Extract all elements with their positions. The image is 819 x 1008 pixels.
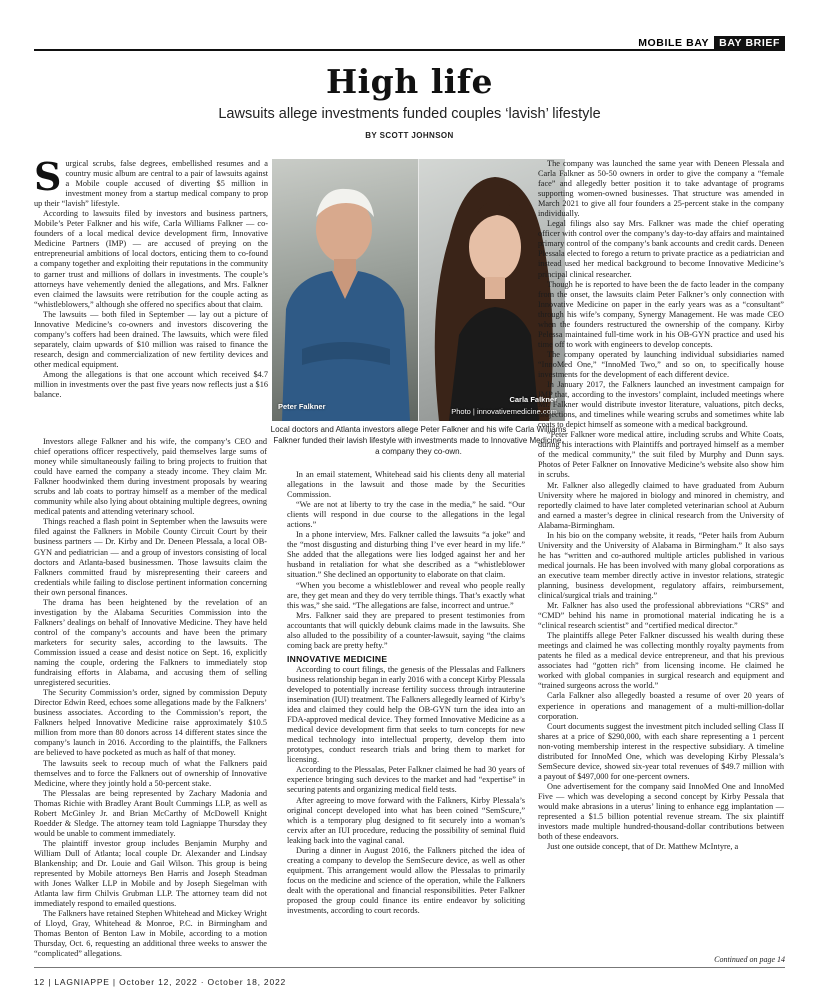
paragraph: Just one outside concept, that of Dr. Matthew McIntyre, a xyxy=(547,842,739,852)
photo-caption: Local doctors and Atlanta investors allege Peter Falkner and his wife Carla Williams Falkner funded their lavish lifestyle with investments made to Innovative Medicine, a company they co-own. xyxy=(270,425,567,456)
paragraph: Things reached a flash point in September when the lawsuits were filed against the Falkners in Mobile County Circuit Court by their business partners — Dr. Kirby and Dr. Deneen Plessala, a local OB-GYN and pediatrician — and a group of investors consisting of local doctors and Atlanta-based businessmen. Those lawsuits claim the Falkners committed fraud by misrepresenting their careers and credentials while failing to disclose pertinent information concerning their own personal finances. xyxy=(34,517,267,597)
top-rule xyxy=(34,49,785,51)
paragraph: In January 2017, the Falkners launched an investment campaign for IMP that, according to the investors’ complaint, included meetings where Mr. Falkner would distribute investor literature, valuations, pitch decks, projections, and timelines while wearing scrubs and sometimes white lab coats to depict himself as someone with a medical background. xyxy=(538,380,784,430)
section-subheading: INNOVATIVE MEDICINE xyxy=(287,653,388,664)
paragraph: According to court filings, the genesis of the Plessalas and Falkners business relationship began in early 2016 with a concept Kirby Plessala developed to potentially increase fertility success through intrauterine insemination (IUI) treatment. The Falkners allegedly learned of Kirby’s idea and claimed they could help the OB-GYN turn the idea into an FDA-approved medical device. They formed Innovative Medicine as a medical device development firm that seeks to turn concepts for new medical technology into intellectual property, develop them into prototypes, conduct research trials and bring them to market for licensing. xyxy=(287,664,525,765)
subhead: Lawsuits allege investments funded couples ‘lavish’ lifestyle xyxy=(218,106,601,122)
page-footer: 12 | LAGNIAPPE | October 12, 2022 · October 18, 2022 xyxy=(34,977,287,987)
paragraph: urgical scrubs, false degrees, embellished resumes and a country music album are central to a pair of lawsuits against a Mobile couple accused of diverting $5 million in investment money from a startup medical company to prop up their “lavish” lifestyle. xyxy=(34,159,268,209)
paragraph: In a phone interview, Mrs. Falkner called the lawsuits “a joke” and the “most disgusting and disturbing thing I’ve ever heard in my life.” She added that the allegations were lies lodged against her and her husband in retaliation for what she described as a “whistleblower situation.” She declined an opportunity to elaborate on that claim. xyxy=(287,530,525,580)
paragraph: One advertisement for the company said InnoMed One and InnoMed Five — which was developing a second concept by Kirby Pessala that would make abrasions in a uterus’ lining to enhance egg implantation — represented a $1.5 billion potential revenue stream. The six plaintiff investors made multiple hundred-thousand-dollar contributions between both of these endeavors. xyxy=(538,781,784,842)
photo-label-right: Carla Falkner xyxy=(509,395,557,404)
section-label-highlight: BAY BRIEF xyxy=(714,36,785,50)
paragraph: In an email statement, Whitehead said his clients deny all material allegations in the lawsuit and those made by the Securities Commission. xyxy=(287,470,525,500)
paragraph: Though he is reported to have been the de facto leader in the company from the onset, the lawsuits claim Peter Falkner’s only connection with Innovative Medicine on paper in the early years was as a “consultant” through his wife’s company, Synergy Management. He was made CEO when the founders restructured the ownership of the company. Kirby Pelessa maintained full-time work in his OB-GYN practice and used his time off to work with engineers to develop concepts. xyxy=(538,279,784,349)
photo-credit: Photo | innovativemedicine.com xyxy=(451,407,557,416)
column-2 xyxy=(287,470,525,958)
paragraph: The company operated by launching individual subsidiaries named “InnoMed One,” “InnoMed Two,” and so on, to specifically house investments for the development of each different device. xyxy=(538,349,784,379)
paragraph: The plaintiff investor group includes Benjamin Murphy and William Dull of Atlanta; local couple Dr. Alexander and Lindsay Blankenship; and Dr. Louie and Gail Wilson. This group is being represented by Mobile attorneys Ben Harris and Joseph Steadman with Jones Walker LLP in Mobile and by Joseph Siegelman with Atlanta law firm Chilvis Grubman LLP. The attorney team did not immediately respond to emailed questions. xyxy=(34,838,267,909)
article-photo xyxy=(272,159,565,421)
photo-label-left: Peter Falkner xyxy=(278,402,326,411)
drop-cap: S xyxy=(34,159,62,199)
column-1-bottom xyxy=(34,437,267,958)
section-header xyxy=(638,36,785,50)
paragraph: Mr. Falkner also allegedly claimed to have graduated from Auburn University where he majored in biology and minored in chemistry, and reportedly claimed to have later completed veterinarian school at Auburn and earned a master’s degree in clinical research from the University of Alabama-Birmingham. xyxy=(538,480,784,530)
paragraph: Mr. Falkner has also used the professional abbreviations “CRS” and “CMD” behind his name in promotional material indicating he is a “clinical research scientist” and “certified medical director.” xyxy=(538,601,784,631)
column-1-top xyxy=(34,159,268,437)
paragraph: Among the allegations is that one account which received $4.7 million in investments over the past five years now reflects just a $16 balance. xyxy=(34,369,268,400)
paragraph: The drama has been heightened by the revelation of an investigation by the Alabama Securities Commission into the Falkners’ dealings on behalf of Innovative Medicine. They have held control of the company’s accounts and have been the primary marketers for security sales, according to the lawsuits. The Commission issued a cease and desist notice on Sept. 16, explicitly naming the couple, ordering the Falkners to immediately stop fundraising efforts in Alabama, and accusing them of selling unregistered securities. xyxy=(34,597,267,688)
paragraph: The company was launched the same year with Deneen Plessala and Carla Falkner as 50-50 owners in order to give the company a “female face” and allegedly better position it to take advantage of programs supporting women-owned businesses. That structure was amended in March 2021 to give all four founders a 25-percent stake in the company individually. xyxy=(538,159,784,219)
headline: High life xyxy=(325,62,494,101)
paragraph: “We are not at liberty to try the case in the media,” he said. “Our clients will respond in due course to the allegations in the legal actions.” xyxy=(287,500,525,530)
paragraph: Investors allege Falkner and his wife, the company’s CEO and chief operations officer respectively, paid themselves large sums of money while simultaneously failing to bring projects to fruition that could have earned the company a steady income. They claim Mr. Falkner hoodwinked them during investment proposals by wearing scrubs and lab coats to portray himself as a member of the medical community while also lying about obtaining multiple degrees, owning medical patents and attending veterinary school. xyxy=(34,437,267,517)
paragraph: Legal filings also say Mrs. Falkner was made the chief operating officer with control over the company’s day-to-day affairs and maintained primary control of the company’s bank accounts and credit cards. Deneen Plessala elected to forego a return to private practice as a pediatrician and instead used her medical background to become Innovative Medicine’s principal clinical researcher. xyxy=(538,219,784,279)
byline: BY SCOTT JOHNSON xyxy=(365,131,454,140)
paragraph: The plaintiffs allege Peter Falkner discussed his wealth during these meetings and claimed he was collecting monthly royalty payments from patents he filed as a medical device entrepreneur, and that his previous associates had “gotten rich” from licensing income. He claimed he worked with global companies in surgical research and equipment and “trained surgeons across the world.” xyxy=(538,631,784,691)
photo-peter-falkner xyxy=(272,159,419,421)
paragraph: In his bio on the company website, it reads, “Peter hails from Auburn University and the University of Alabama in Birmingham.” It also says he has “written and co-authored multiple articles published in various medical journals. He has been involved with many global corporations as an executive team member directly active in investor relations, strategic planning, business development, regulatory affairs, reimbursement, clinical/surgical trials and training.” xyxy=(538,530,784,601)
portrait-man-illustration xyxy=(272,159,419,421)
column-3 xyxy=(538,159,784,952)
paragraph: Carla Falkner also allegedly boasted a resume of over 20 years of experience in operations and management of a multi-million-dollar corporation. xyxy=(538,691,784,721)
paragraph: Court documents suggest the investment pitch included selling Class II shares at a price of $290,000, with each share representing a 1 percent non-voting membership interest in the respective subsidiary. A timeline distributed for InnoMed One, which was developing Kirby Plessala’s SemSecure device, showed six-year total revenues of $49.7 million with a payout of $497,000 for one-percent owners. xyxy=(538,721,784,781)
paragraph: The Falkners have retained Stephen Whitehead and Mickey Wright of Lloyd, Gray, Whitehead & Monroe, P.C. in Birmingham and Thomas Benton of Benton Law in Mobile, according to a motion Thursday, Oct. 6, requesting an additional three weeks to answer the “complicated” allegations. xyxy=(34,909,267,958)
section-label: MOBILE BAY xyxy=(638,37,710,49)
paragraph: Mrs. Falkner said they are prepared to present testimonies from accountants that will quickly debunk claims made in the lawsuits. She also alluded to the possibility of a counter-lawsuit, saying “the claims coming back are pretty hefty.” xyxy=(287,610,525,650)
paragraph: During a dinner in August 2016, the Falkners pitched the idea of creating a company to develop the SemSecure device, as well as other equipment. This arrangement would allow the Plessalas to primarily focus on the medicine and science of the operation, while the Falkners dealt with the operational and financial responsibilities. Peter Falkner proposed the group could finance its entire endeavor by soliciting investments, according to court records. xyxy=(287,845,525,916)
paragraph: The Plessalas are being represented by Zachary Madonia and Thomas Richie with Bradley Arant Boult Cummings LLP, as well as Robert McGinley Jr. and Brian McCarthy of McDowell Knight Roedder & Sledge. The attorney team told Lagniappe Thursday they would be unable to comment immediately. xyxy=(34,788,267,838)
paragraph: The Security Commission’s order, signed by commission Deputy Director Edwin Reed, echoes some allegations made by the Falkners’ business associates. According to the Commission’s report, the Falkners helped Innovative Medicine raise approximately $10.5 million from more than 80 donors across 14 different states since the company’s launch in 2016. According to the plaintiffs, the Falkners are believed to have pocketed as much as half of that money. xyxy=(34,688,267,758)
continued-link[interactable]: Continued on page 14 xyxy=(714,955,785,964)
paragraph: According to lawsuits filed by investors and business partners, Mobile’s Peter Falkner and his wife, Carla Williams Falkner — co-founders of a local medical device development firm, Innovative Medicine Partners (IMP) — are accused of preying on the entrepreneurial ambitions of local doctors, enticing them to co-found a company together and exploiting their reputations in the community to garner trust and millions of dollars in investments. The couple’s attorneys have vehemently denied the allegations, and Mrs. Falkner even claimed the lawsuits were retribution for the couple acting as “whistleblowers,” although she offered no specifics about that claim. xyxy=(34,209,268,309)
bottom-rule xyxy=(34,967,785,968)
paragraph: The lawsuits seek to recoup much of what the Falkners paid themselves and to force the Falkners out of ownership of Innovative Medicine, where they jointly hold a 50-percent stake. xyxy=(34,758,267,788)
paragraph: “When you become a whistleblower and reveal who people really are, they get mean and they do very terrible things. That’s exactly what this was,” she said. “The allegations are false, incorrect and untrue.” xyxy=(287,580,525,610)
paragraph: After agreeing to move forward with the Falkners, Kirby Plessala’s original concept developed into what has been coined “SemScure,” which is a temporary plug designed to fit securely into a woman’s cervix after an IUI procedure, reducing the possibility of seminal fluid leaking back into the vaginal canal. xyxy=(287,795,525,845)
paragraph: “Peter Falkner wore medical attire, including scrubs and White Coats, during his interactions with Plaintiffs and portrayed himself as a member of the medical community,” the suit filed by Murphy and Dunn says. Photos of Peter Falkner on Innovative Medicine’s website also show him in scrubs. xyxy=(538,430,784,480)
paragraph: The lawsuits — both filed in September — lay out a picture of Innovative Medicine’s co-owners and investors discovering the company’s coffers had been drained. The lawsuits, which were filed separately, claim upwards of $10 million was raised to finance the research, design and commercialization of new fertility devices and other medical equipment. xyxy=(34,309,268,369)
paragraph: According to the Plessalas, Peter Falkner claimed he had 30 years of experience bringing such devices to the market and had “expertise” in securing patents and organizing medical field tests. xyxy=(287,765,525,795)
